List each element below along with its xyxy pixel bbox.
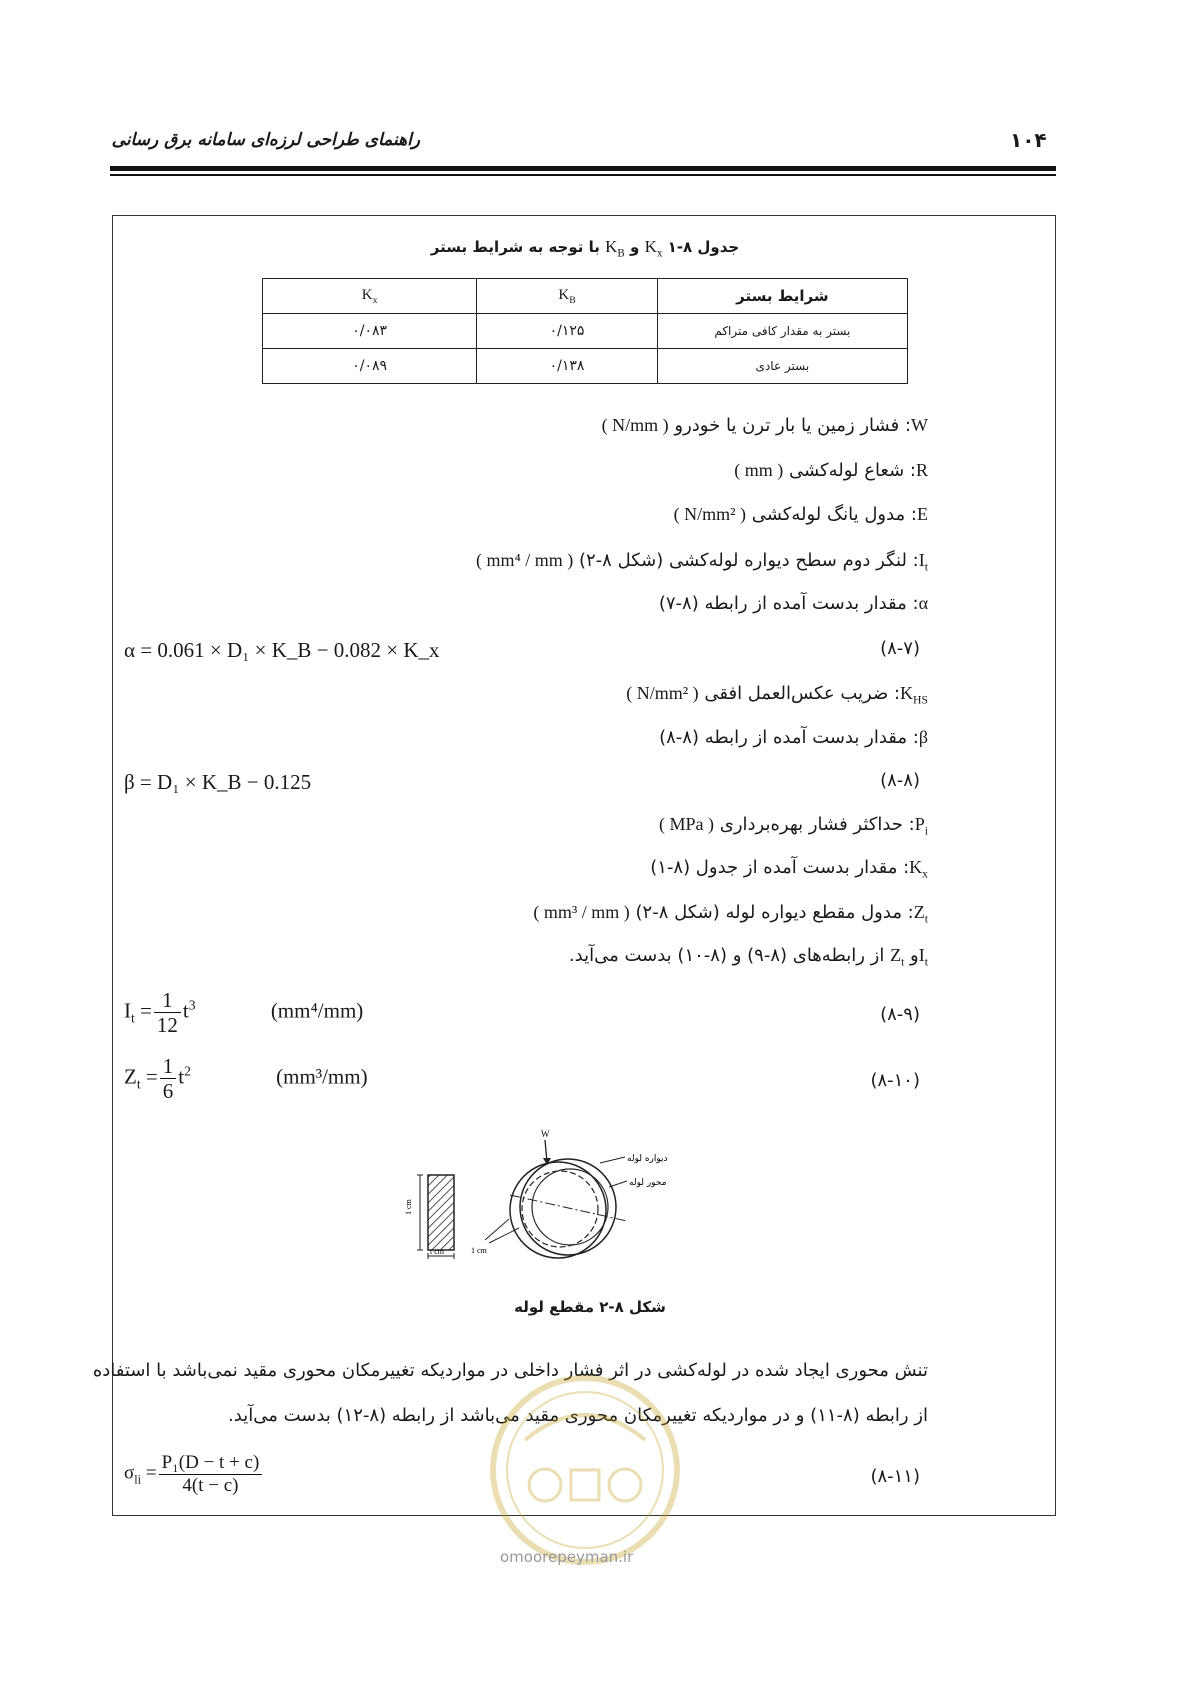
eq10-number: (۸-۱۰) xyxy=(870,1070,920,1091)
def-kx: $K_x$: مقدار بدست آمده از جدول (۸-۱) xyxy=(650,857,928,881)
cell-kx: ۰/۰۸۹ xyxy=(263,349,477,384)
one-cm-vertical-label: 1 cm xyxy=(404,1199,413,1215)
header-rule xyxy=(110,166,1056,171)
header-condition: شرایط بستر xyxy=(657,279,907,314)
footer-site: omoorepeyman.ir xyxy=(500,1548,634,1566)
header-kb: $K_B$ xyxy=(477,279,657,314)
eq8-number: (۸-۸) xyxy=(880,770,920,791)
def-it-zt: $I_tو$ $Z_t$ از رابطه‌های (۸-۹) و (۸-۱۰) بدست می‌آید. xyxy=(568,945,928,969)
eq11-number: (۸-۱۱) xyxy=(870,1466,920,1487)
formula-eq9: $I_t$ = $\frac{1}{12}$ $t^3$ (mm⁴/mm) xyxy=(124,988,364,1038)
running-title: راهنمای طراحی لرزه‌ای سامانه برق رسانی xyxy=(111,130,420,150)
def-alpha: α: مقدار بدست آمده از رابطه (۸-۷) xyxy=(658,593,928,614)
eq10-unit: (mm³/mm) xyxy=(276,1064,368,1089)
cell-kb: ۰/۱۳۸ xyxy=(477,349,657,384)
eq9-number: (۸-۹) xyxy=(880,1004,920,1025)
table-header-row xyxy=(263,279,908,314)
header-kx: $K_x$ xyxy=(263,279,477,314)
paragraph-line-1: تنش محوری ایجاد شده در لوله‌کشی در اثر فشار داخلی در مواردیکه تغییرمکان محوری مقید نمی‌باشد با استفاده xyxy=(92,1360,928,1381)
def-zt: $Z_t$: مدول مقطع دیواره لوله (شکل ۸-۲) ( mm³ / mm ) xyxy=(533,902,928,926)
caption-kx: $K_x$ xyxy=(644,237,663,260)
table-row xyxy=(263,349,908,384)
pipe-wall-label: دیواره لوله xyxy=(627,1154,668,1164)
kb-kx-table xyxy=(262,278,908,384)
caption-and: و xyxy=(630,238,640,256)
caption-prefix: جدول ۸-۱ xyxy=(667,238,740,256)
def-e: E: مدول یانگ لوله‌کشی ( N/mm² ) xyxy=(673,504,928,525)
def-w: W: فشار زمین یا بار ترن یا خودرو ( N/mm ) xyxy=(601,415,928,436)
load-w-label: W xyxy=(541,1129,550,1139)
def-it: $I_t$: لنگر دوم سطح دیواره لوله‌کشی (شکل ۸-۲) ( mm⁴ / mm ) xyxy=(475,550,928,574)
def-r: R: شعاع لوله‌کشی ( mm ) xyxy=(734,460,928,481)
eq9-unit: (mm⁴/mm) xyxy=(270,998,364,1023)
pipe-section-figure xyxy=(395,1125,725,1260)
formula-eq7: α = 0.061 × D₁ × K_B − 0.082 × K_x xyxy=(124,638,440,662)
formula-eq10: $Z_t$ = $\frac{1}{6}$ $t^2$ (mm³/mm) xyxy=(124,1054,368,1104)
cell-condition: بستر به مقدار کافی متراکم xyxy=(657,314,907,349)
one-cm-label: 1 cm xyxy=(471,1246,487,1255)
eq7-number: (۸-۷) xyxy=(880,638,920,659)
pipe-rings xyxy=(485,1140,627,1258)
table-caption xyxy=(260,237,910,259)
page-number: ۱۰۴ xyxy=(1010,128,1047,152)
cell-kb: ۰/۱۲۵ xyxy=(477,314,657,349)
table-row xyxy=(263,314,908,349)
cell-kx: ۰/۰۸۳ xyxy=(263,314,477,349)
header-rule-thin xyxy=(110,174,1056,176)
caption-suffix: با توجه به شرایط بستر xyxy=(430,238,600,256)
cell-condition: بستر عادی xyxy=(657,349,907,384)
formula-eq8: β = D₁ × K_B − 0.125 xyxy=(124,770,312,794)
caption-kb: $K_B$ xyxy=(605,237,625,260)
figure-caption: شکل ۸-۲ مقطع لوله xyxy=(514,1298,666,1316)
watermark-seal xyxy=(485,1370,685,1570)
formula-eq11: $\sigma_{li}$ = $\frac{\text{P₁(D − t + c)}}{4(t - c)}$ xyxy=(124,1452,264,1497)
def-beta: β: مقدار بدست آمده از رابطه (۸-۸) xyxy=(659,727,928,748)
t-cm-label: t cm xyxy=(430,1247,444,1256)
def-khs: $K_{HS}$: ضریب عکس‌العمل افقی ( N/mm² ) xyxy=(626,683,928,707)
paragraph-line-2: از رابطه (۸-۱۱) و در مواردیکه تغییرمکان محوری مقید می‌باشد از رابطه (۸-۱۲) بدست می‌آید. xyxy=(228,1405,928,1426)
pipe-axis-label: محور لوله xyxy=(629,1178,667,1188)
def-pi: $P_i$: حداکثر فشار بهره‌برداری ( MPa ) xyxy=(658,814,928,838)
